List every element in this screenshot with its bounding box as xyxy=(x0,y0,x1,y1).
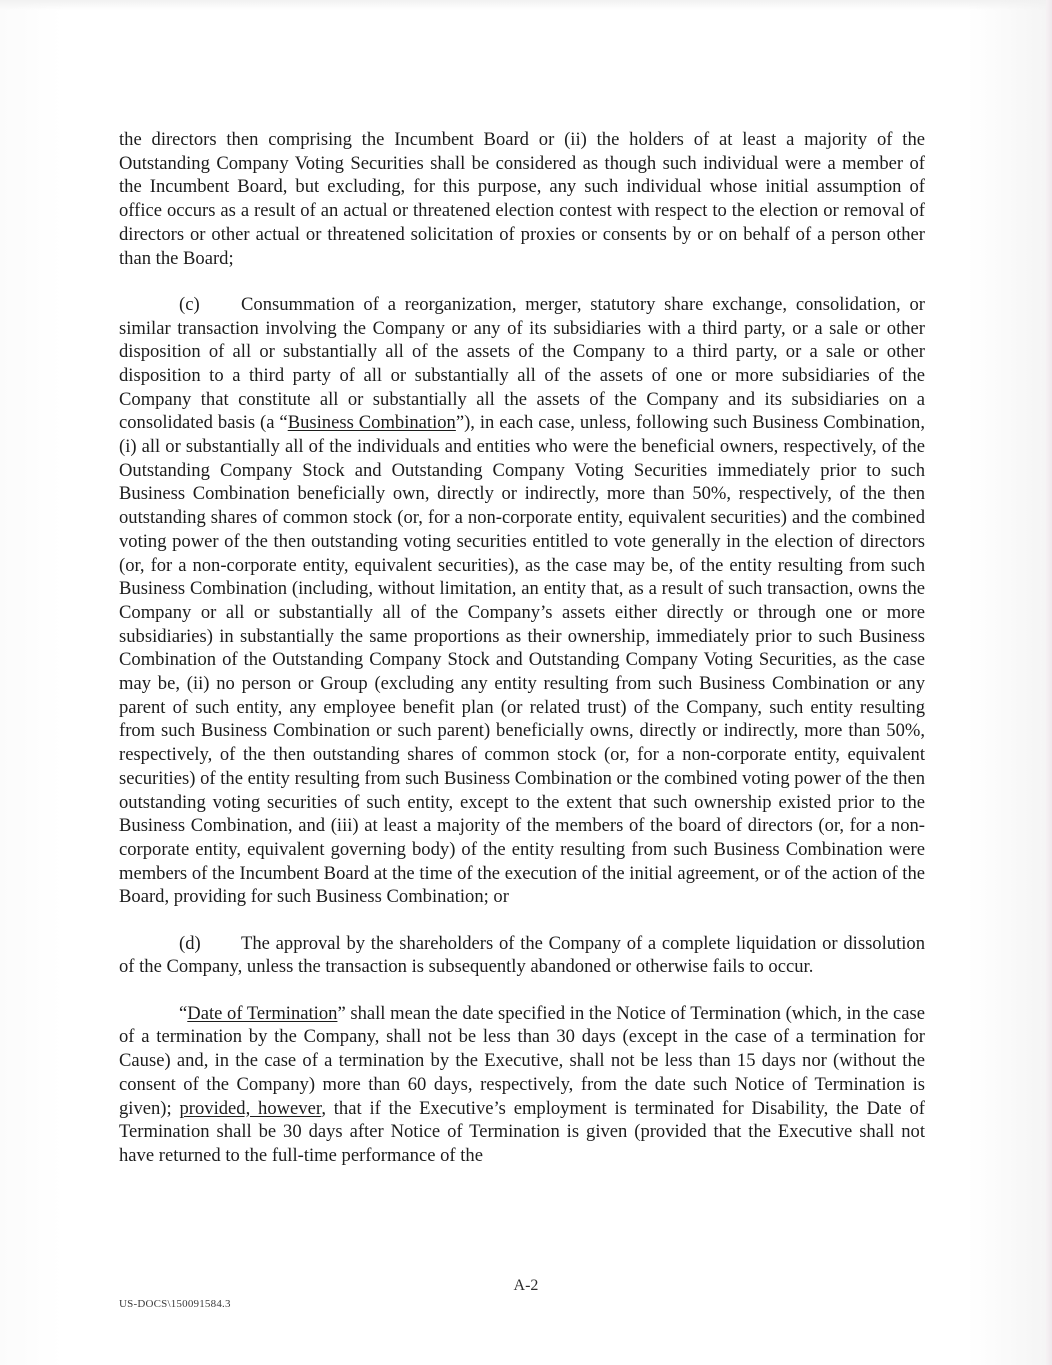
definition-date-of-termination xyxy=(119,1002,925,1168)
scan-right-edge xyxy=(1046,0,1052,1365)
dot-open-quote: “ xyxy=(179,1002,188,1024)
clause-d-label: (d) xyxy=(179,932,201,954)
clause-c-text-before: Consummation of a reorganization, merger, statutory share exchange, consolidation, or similar transaction involving the Company or any of its subsidiaries with a third party, or a sale or other disposition of all or substantially all of the assets of the Company to a third party, or a sale or other disposition to a third party of all or substantially all of the assets of one or more subsidiaries of the Company that constitute all or substantially all the assets of the Company and its subsidiaries on a consolidated basis (a “ xyxy=(119,293,925,434)
dot-text-2: , that if the Executive’s employment is terminated for Disability, the Date of Termination shall be 30 days after Notice of Termination is given (provided that the Executive shall not have returned to the full-time performance of the xyxy=(119,1097,925,1166)
clause-c-label: (c) xyxy=(179,293,200,315)
clause-c-text-after: ”), in each case, unless, following such Business Combination, (i) all or substantially all of the individuals and entities who were the beneficial owners, respectively, of the Outstanding Company Stock and Outstanding Company Voting Securities immediately prior to such Business Combination beneficially own, directly or indirectly, more than 50%, respectively, of the then outstanding shares of common stock (or, for a non-corporate entity, equivalent securities) and the combined voting power of the then outstanding voting securities entitled to vote generally in the election of directors (or, for a non-corporate entity, equivalent securities), as the case may be, of the entity resulting from such Business Combination (including, without limitation, an entity that, as a result of such transaction, owns the Company or all or substantially all of the Company’s assets either directly or through one or more subsidiaries) in substantially the same proportions as their ownership, immediately prior to such Business Combination of the Outstanding Company Stock and Outstanding Company Voting Securities, as the case may be, (ii) no person or Group (excluding any entity resulting from such Business Combination or any parent of such entity, any employee benefit plan (or related trust) of the Company, such entity resulting from such Business Combination or such parent) beneficially owns, directly or indirectly, more than 50%, respectively, of the then outstanding shares of common stock (or, for a non-corporate entity, equivalent securities) of the entity resulting from such Business Combination or the combined voting power of the then outstanding voting securities of such entity, except to the extent that such ownership existed prior to the Business Combination, and (iii) at least a majority of the members of the board of directors (or, for a non-corporate entity, equivalent governing body) of the entity resulting from such Business Combination were members of the Incumbent Board at the time of the execution of the initial agreement, or of the action of the Board, providing for such Business Combination; or xyxy=(119,412,926,908)
dot-text-1: ” shall mean the date specified in the Notice of Termination (which, in the case of a termination by the Company, shall not be less than 30 days (except in the case of a termination for Cause) and, in the case of a termination by the Executive, shall not be less than 15 days nor (without the consent of the Company) more than 60 days, respectively, from the date such Notice of Termination is given); xyxy=(119,1002,925,1119)
provided-however: provided, however xyxy=(179,1097,322,1119)
defined-term-business-combination: Business Combination xyxy=(287,412,456,434)
defined-term-date-of-termination: Date of Termination xyxy=(187,1002,338,1024)
page-number: A-2 xyxy=(513,1277,539,1294)
document-body xyxy=(119,128,925,1190)
clause-d-text: The approval by the shareholders of the Company of a complete liquidation or dissolution of the Company, unless the transaction is subsequently abandoned or otherwise fails to occur. xyxy=(119,932,925,978)
paragraph-incumbent-board: the directors then comprising the Incumbent Board or (ii) the holders of at least a majority of the Outstanding Company Voting Securities shall be considered as though such individual were a member of the Incumbent Board, but excluding, for this purpose, any such individual whose initial assumption of office occurs as a result of an actual or threatened election contest with respect to the election or removal of directors or other actual or threatened solicitation of proxies or consents by or on behalf of a person other than the Board; xyxy=(119,129,925,269)
scan-top-shadow xyxy=(0,0,1052,10)
document-id: US-DOCS\150091584.3 xyxy=(119,1298,231,1310)
clause-d-liquidation xyxy=(119,932,925,979)
clause-c-business-combination xyxy=(119,293,925,909)
